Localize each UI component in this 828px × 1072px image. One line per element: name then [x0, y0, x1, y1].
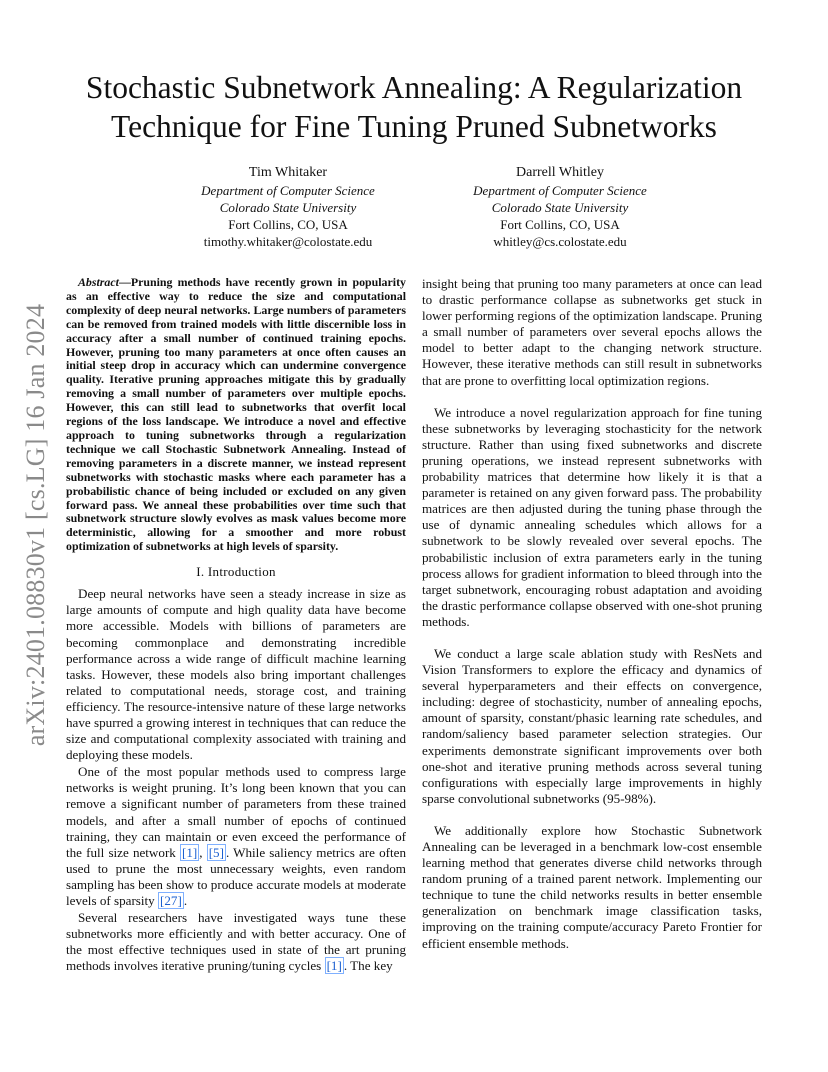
abstract-text: —Pruning methods have recently grown in popularity as an effective way to reduce the size and computational complexity of deep neural networks. Large numbers of parameters can be removed from trained models with little discernible loss in accuracy after a small number of continued training epochs. However, pruning too many parameters at once often causes an initial steep drop in accuracy which can undermine convergence quality. Iterative pruning approaches mitigate this by gradually removing a small number of parameters over multiple epochs. However, this can still lead to subnetworks that overfit local regions of the loss landscape. We introduce a novel and effective approach to tuning subnetworks through a regularization technique we call Stochastic Subnetwork Annealing. Instead of removing parameters in a discrete manner, we instead represent subnetworks with stochastic masks where each parameter has a probabilistic chance of being included or excluded on any given forward pass. We anneal these probabilities over time such that subnetwork structure slowly evolves as mask values become more deterministic, allowing for a smoother and more robust optimization of subnetworks at high levels of sparsity. [66, 275, 406, 554]
author-department: Department of Computer Science [201, 183, 375, 198]
author-email: timothy.whitaker@colostate.edu [203, 234, 373, 249]
author-email: whitley@cs.colostate.edu [493, 234, 627, 249]
right-column [422, 276, 762, 968]
citation-link[interactable]: [5] [208, 844, 224, 860]
citation-link[interactable]: [1] [181, 844, 198, 860]
abstract [66, 276, 406, 554]
paragraph-text: Several researchers have investigated ways tune these subnetworks more efficiently and with better accuracy. One of the most effective techniques used in state of the art pruning methods involves iterative pruning/tuning cycles [66, 910, 406, 974]
intro-paragraph-1: Deep neural networks have seen a steady increase in size as large amounts of compute and high quality data have become more accessible. Models with billions of parameters are becoming commonplace and demonstrating incredible performance across a wide range of difficult machine learning tasks. However, these models also bring important challenges related to computational needs, storage cost, and training efficiency. The resource-intensive nature of these large networks have spurred a growing interest in techniques that can reduce the size and computational complexity associated with training and deploying these models. [66, 586, 406, 763]
left-column [66, 276, 406, 975]
author-city: Fort Collins, CO, USA [500, 217, 620, 232]
arxiv-identifier: arXiv:2401.08830v1 [cs.LG] 16 Jan 2024 [21, 303, 50, 746]
abstract-label: Abstract [78, 275, 119, 289]
citation-link[interactable]: [27] [160, 893, 182, 908]
citation-link[interactable]: [1] [326, 958, 342, 974]
arxiv-identifier-sidebar [22, 292, 50, 757]
paragraph-text: . While saliency metrics are often used to prune the most unnecessary weights, even random sampling has been show to produce accurate models at moderate levels of sparsity [66, 844, 406, 908]
intro-paragraph-3-continued: insight being that pruning too many parameters at once can lead to drastic performance collapse as subnetworks get stuck in lower performing regions of the optimization landscape. Pruning a small number of parameters over several epochs allows the model to better adapt to the changing network structure. However, these iterative methods can still result in subnetworks that are prone to overfitting local optimization regions. [422, 276, 762, 388]
paper-title: Stochastic Subnetwork Annealing: A Regularization Technique for Fine Tuning Pruned Subnetworks [85, 70, 743, 144]
author-name: Darrell Whitley [516, 165, 604, 180]
intro-paragraph-2 [66, 764, 406, 909]
section-heading-introduction: I. Introduction [196, 564, 276, 580]
author-block-1 [138, 163, 438, 250]
author-name: Tim Whitaker [248, 165, 328, 180]
author-university: Colorado State University [219, 200, 357, 215]
paragraph-text: , [199, 844, 207, 860]
intro-paragraph-6: We additionally explore how Stochastic Subnetwork Annealing can be leveraged in a benchmark low-cost ensemble learning method that generates diverse child networks through random pruning of a trained parent network. Implementing our technique to tune the child networks results in better ensemble generalization on benchmark image classification tasks, improving on the training compute/accuracy Pareto Frontier for efficient ensemble methods. [422, 822, 762, 951]
paragraph-text: . The key [343, 958, 393, 974]
author-block-2 [410, 163, 710, 250]
author-city: Fort Collins, CO, USA [228, 217, 348, 232]
paragraph-text: . [183, 893, 188, 908]
author-university: Colorado State University [491, 200, 629, 215]
intro-paragraph-4: We introduce a novel regularization approach for fine tuning these subnetworks by leveraging stochasticity for the network structure. Rather than using fixed subnetworks and discrete pruning operations, we instead represent subnetworks with probability matrices that determine how likely it is that a parameter is retained on any given forward pass. The probability matrices are then adjusted during the tuning phase through the use of dynamic annealing schedules which allows for a subnetwork to be slowly revealed over several epochs. The probabilistic inclusion of extra parameters early in the tuning process allows for gradient information to bleed through into the target subnetwork, encouraging robust adaptation and avoiding the drastic performance collapse observed with one-shot pruning methods. [422, 404, 762, 629]
author-department: Department of Computer Science [473, 183, 647, 198]
paragraph-text: One of the most popular methods used to compress large networks is weight pruning. It’s long been known that you can remove a significant number of parameters from these trained models, and after a small number of epochs of continued training, they can maintain or even exceed the performance of the full size network [66, 764, 406, 860]
intro-paragraph-5: We conduct a large scale ablation study with ResNets and Vision Transformers to explore the efficacy and dynamics of several hyperparameters and their effects on convergence, including: degree of stochasticity, number of annealing epochs, amount of sparsity, constant/phasic learning rate schedules, and random/saliency based parameter selection strategies. Our experiments demonstrate significant improvements over both one-shot and iterative pruning methods across several tuning configurations with especially large improvements in highly sparse convolutional subnetworks (95-98%). [422, 645, 762, 806]
intro-paragraph-3 [66, 910, 406, 974]
